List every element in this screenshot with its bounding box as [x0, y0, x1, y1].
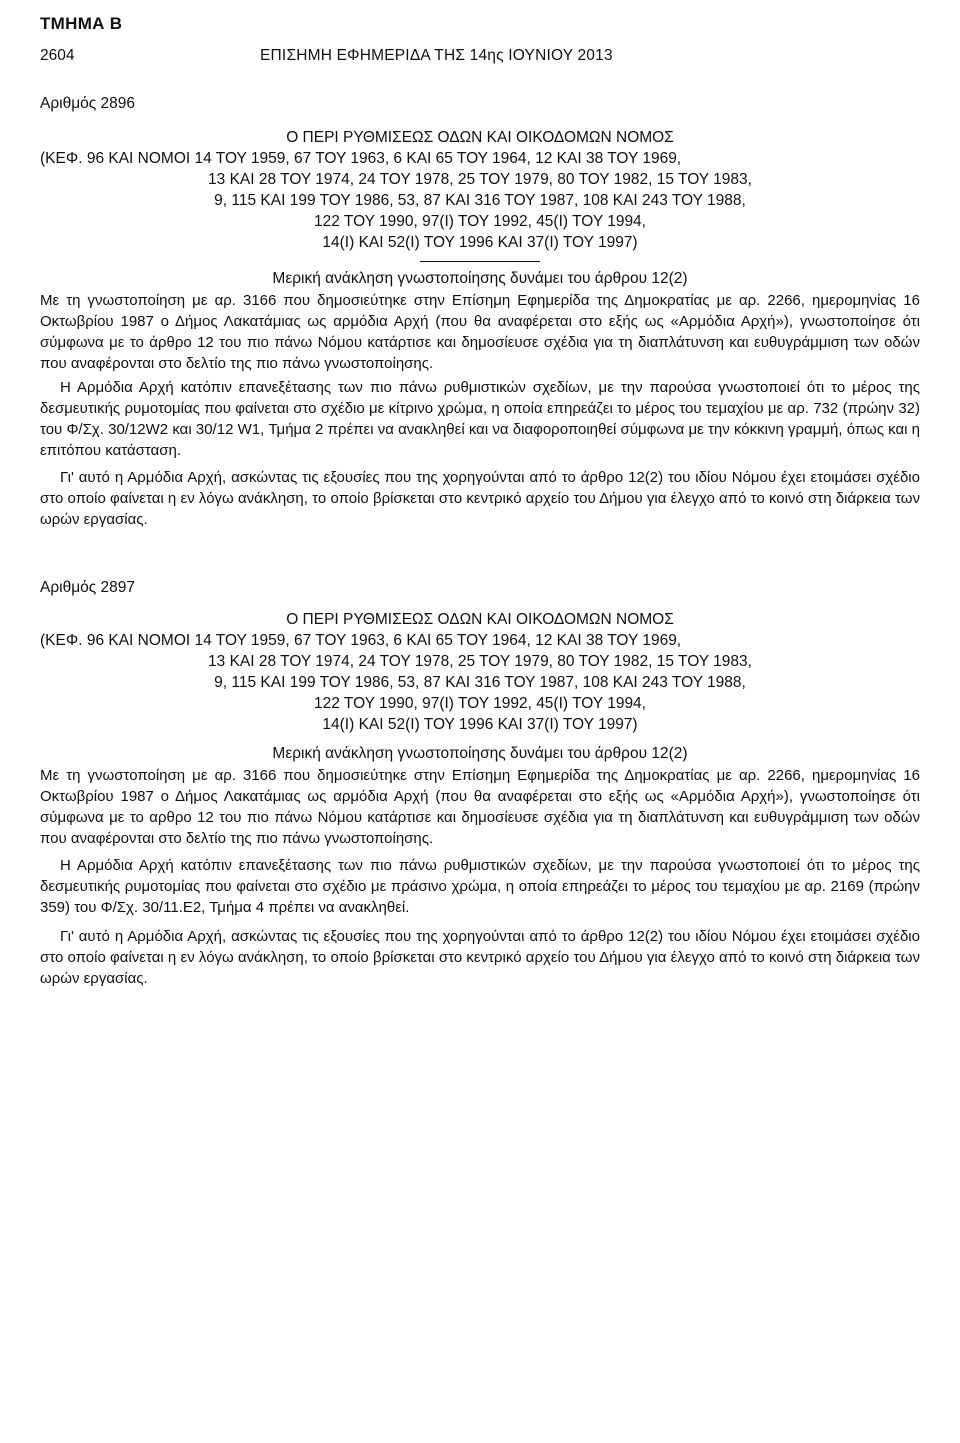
law-reference-line: (ΚΕΦ. 96 ΚΑΙ ΝΟΜΟΙ 14 ΤΟΥ 1959, 67 ΤΟΥ 1963, 6 ΚΑΙ 65 ΤΟΥ 1964, 12 ΚΑΙ 38 ΤΟΥ 1969, [40, 150, 682, 167]
law-reference-line: 9, 115 ΚΑΙ 199 ΤΟΥ 1986, 53, 87 ΚΑΙ 316 ΤΟΥ 1987, 108 ΚΑΙ 243 ΤΟΥ 1988, [214, 192, 746, 209]
law-reference-line: 14(Ι) ΚΑΙ 52(Ι) ΤΟΥ 1996 ΚΑΙ 37(Ι) ΤΟΥ 1997) [322, 234, 638, 251]
paragraph: Με τη γνωστοποίηση με αρ. 3166 που δημοσιεύτηκε στην Επίσημη Εφημερίδα της Δημοκρατίας με αρ. 2266, ημερομηνίας 16 Οκτωβρίου 1987 ο Δήμος Λακατάμιας ως αρμόδια Αρχή (που θα αναφέρεται στο εξής ως «Αρμόδια Αρχή»), γνωστοποίησε ότι σύμφωνα με το αρθρο 12 του πιο πάνω Νόμου κατάρτισε και δημοσίευσε σχέδια για τη διαπλάτυνση και ευθυγράμμιση των οδών που αναφέρονται στο δελτίο της πιο πάνω γνωστοποίησης. [40, 767, 920, 847]
law-reference-line: (ΚΕΦ. 96 ΚΑΙ ΝΟΜΟΙ 14 ΤΟΥ 1959, 67 ΤΟΥ 1963, 6 ΚΑΙ 65 ΤΟΥ 1964, 12 ΚΑΙ 38 ΤΟΥ 1969, [40, 632, 682, 649]
law-reference-line: 14(Ι) ΚΑΙ 52(Ι) ΤΟΥ 1996 ΚΑΙ 37(Ι) ΤΟΥ 1997) [322, 716, 638, 733]
gazette-title: ΕΠΙΣΗΜΗ ΕΦΗΜΕΡΙΔΑ ΤΗΣ 14ης ΙΟΥΝΙΟΥ 2013 [260, 47, 613, 64]
notice-number: Αριθμός 2896 [40, 95, 136, 112]
paragraph: Γι' αυτό η Αρμόδια Αρχή, ασκώντας τις εξουσίες που της χορηγούνται από το άρθρο 12(2) του ιδίου Νόμου έχει ετοιμάσει σχέδιο στο οποίο φαίνεται η εν λόγω ανάκληση, το οποίο βρίσκεται στο κεντρικό αρχείο του Δήμου για έλεγχο από το κοινό στη διάρκεια των ωρών εργασίας. [40, 928, 920, 987]
law-title: Ο ΠΕΡΙ ΡΥΘΜΙΣΕΩΣ ΟΔΩΝ ΚΑΙ ΟΙΚΟΔΟΜΩΝ ΝΟΜΟΣ [286, 611, 674, 628]
section-label: ΤΜΗΜΑ Β [40, 14, 123, 33]
law-reference-line: 9, 115 ΚΑΙ 199 ΤΟΥ 1986, 53, 87 ΚΑΙ 316 ΤΟΥ 1987, 108 ΚΑΙ 243 ΤΟΥ 1988, [214, 674, 746, 691]
law-reference-line: 13 ΚΑΙ 28 ΤΟΥ 1974, 24 ΤΟΥ 1978, 25 ΤΟΥ 1979, 80 ΤΟΥ 1982, 15 ΤΟΥ 1983, [208, 653, 752, 670]
notice-2897 [40, 579, 920, 989]
notice-2896 [40, 95, 920, 530]
paragraph: Η Αρμόδια Αρχή κατόπιν επανεξέτασης των πιο πάνω ρυθμιστικών σχεδίων, με την παρούσα γνωστοποιεί ότι το μέρος της δεσμευτικής ρυμοτομίας που φαίνεται στο σχέδιο με πράσινο χρώμα, η οποία επηρεάζει το μέρος του τεμαχίου με αρ. 2169 (πρώην 359) του Φ/Σχ. 30/11.Ε2, Τμήμα 4 πρέπει να ανακληθεί. [40, 857, 920, 916]
paragraph: Με τη γνωστοποίηση με αρ. 3166 που δημοσιεύτηκε στην Επίσημη Εφημερίδα της Δημοκρατίας με αρ. 2266, ημερομηνίας 16 Οκτωβρίου 1987 ο Δήμος Λακατάμιας ως αρμόδια Αρχή (που θα αναφέρεται στο εξής ως «Αρμόδια Αρχή»), γνωστοποίησε ότι σύμφωνα με το άρθρο 12 του πιο πάνω Νόμου κατάρτισε και δημοσίευσε σχέδια για τη διαπλάτυνση και ευθυγράμμιση των οδών που αναφέρονται στο δελτίο της πιο πάνω γνωστοποίησης. [40, 292, 920, 372]
law-title: Ο ΠΕΡΙ ΡΥΘΜΙΣΕΩΣ ΟΔΩΝ ΚΑΙ ΟΙΚΟΔΟΜΩΝ ΝΟΜΟΣ [286, 129, 674, 146]
law-reference-line: 122 ΤΟΥ 1990, 97(Ι) ΤΟΥ 1992, 45(Ι) ΤΟΥ 1994, [314, 213, 646, 230]
paragraph: Γι' αυτό η Αρμόδια Αρχή, ασκώντας τις εξουσίες που της χορηγούνται από το άρθρο 12(2) του ιδίου Νόμου έχει ετοιμάσει σχέδιο στο οποίο φαίνεται η εν λόγω ανάκληση, το οποίο βρίσκεται στο κεντρικό αρχείο του Δήμου για έλεγχο από το κοινό στη διάρκεια των ωρών εργασίας. [40, 469, 920, 528]
law-reference-line: 122 ΤΟΥ 1990, 97(Ι) ΤΟΥ 1992, 45(Ι) ΤΟΥ 1994, [314, 695, 646, 712]
page-number: 2604 [40, 47, 75, 64]
law-reference-line: 13 ΚΑΙ 28 ΤΟΥ 1974, 24 ΤΟΥ 1978, 25 ΤΟΥ 1979, 80 ΤΟΥ 1982, 15 ΤΟΥ 1983, [208, 171, 752, 188]
notice-number: Αριθμός 2897 [40, 579, 136, 596]
separator-rule [420, 261, 540, 262]
notice-subtitle: Μερική ανάκληση γνωστοποίησης δυνάμει του άρθρου 12(2) [272, 270, 688, 287]
paragraph: Η Αρμόδια Αρχή κατόπιν επανεξέτασης των πιο πάνω ρυθμιστικών σχεδίων, με την παρούσα γνωστοποιεί ότι το μέρος της δεσμευτικής ρυμοτομίας που φαίνεται στο σχέδιο με κίτρινο χρώμα, η οποία επηρεάζει το μέρος του τεμαχίου με αρ. 732 (πρώην 32) του Φ/Σχ. 30/12W2 και 30/12 W1, Τμήμα 2 πρέπει να ανακληθεί και να διαφοροποιηθεί σύμφωνα με την κόκκινη γραμμή, όπως και η επιτόπου κατάσταση. [40, 379, 920, 459]
notice-subtitle: Μερική ανάκληση γνωστοποίησης δυνάμει του άρθρου 12(2) [272, 745, 688, 762]
